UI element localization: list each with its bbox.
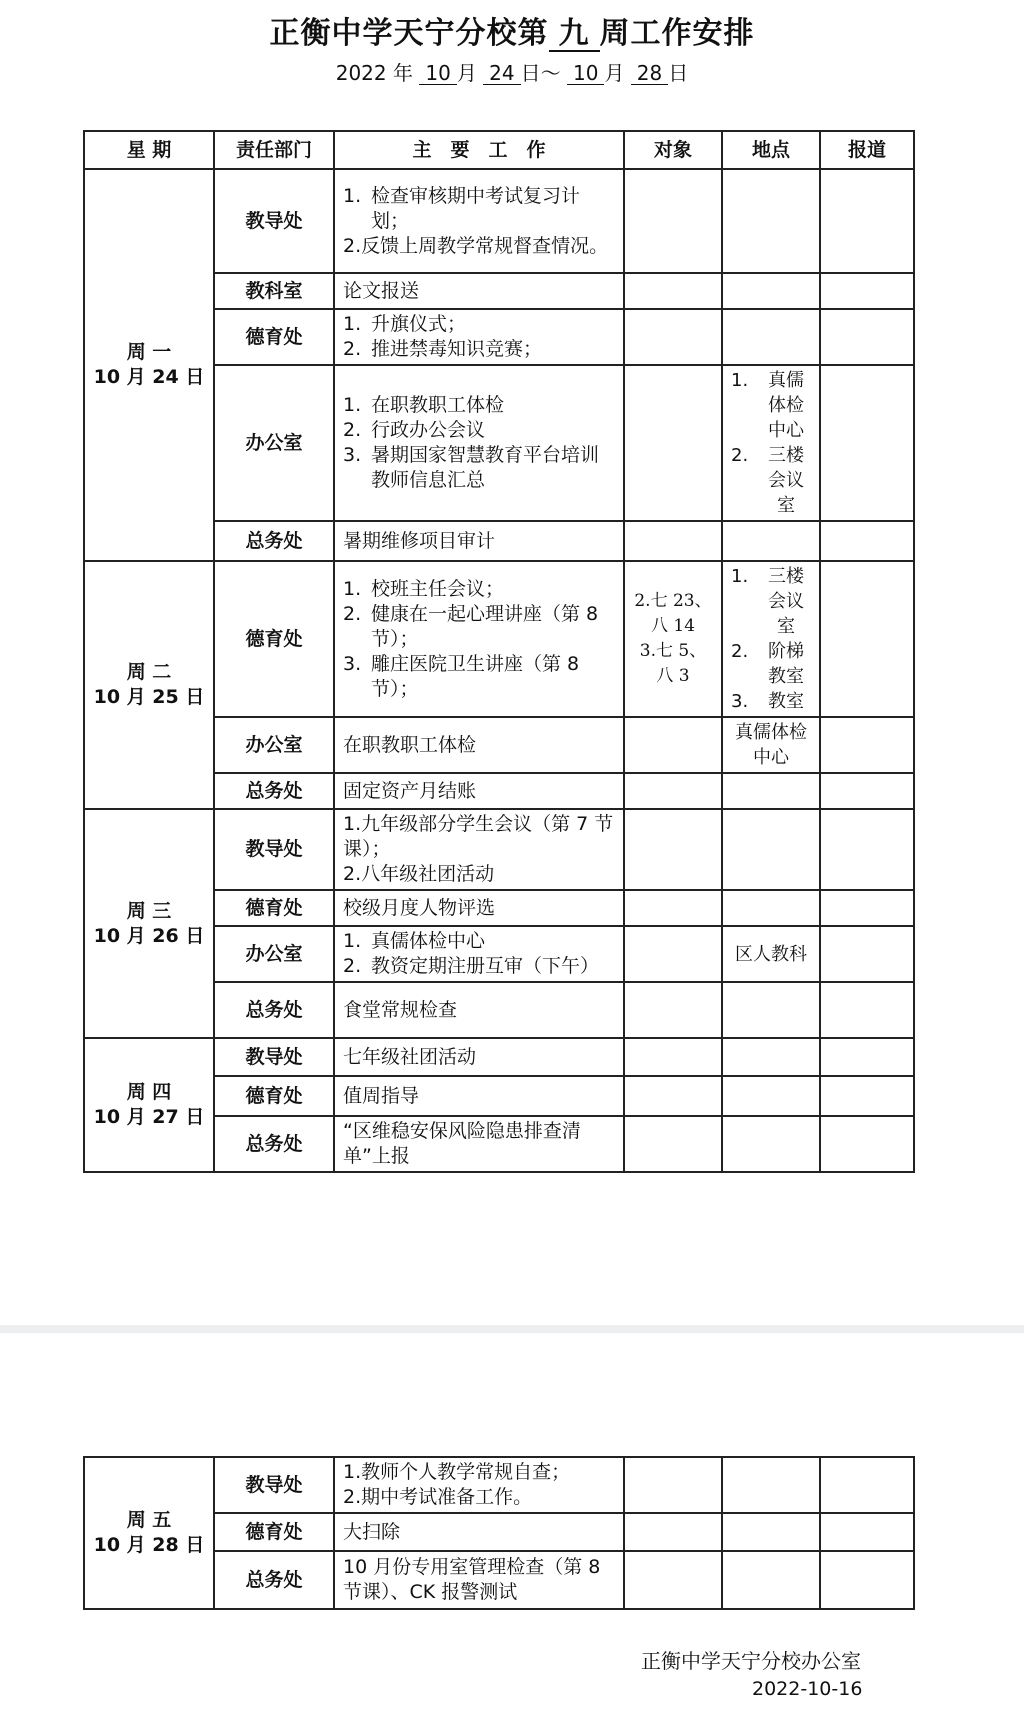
- report-cell: [820, 1551, 914, 1609]
- page-title: [0, 8, 1024, 52]
- dept-cell: 教导处: [214, 169, 334, 273]
- dept-cell: 德育处: [214, 1513, 334, 1551]
- report-cell: [820, 273, 914, 309]
- target-cell: [624, 1076, 722, 1116]
- report-cell: [820, 982, 914, 1038]
- date-range: [0, 57, 1024, 86]
- location-cell: [722, 1551, 820, 1609]
- target-cell: [624, 890, 722, 926]
- task-cell: 10 月份专用室管理检查（第 8 节课）、CK 报警测试: [334, 1551, 624, 1609]
- task-cell: 1. 真儒体检中心 2. 教资定期注册互审（下午）: [334, 926, 624, 982]
- task-cell: 1.教师个人教学常规自查； 2.期中考试准备工作。: [334, 1457, 624, 1513]
- dept-cell: 总务处: [214, 982, 334, 1038]
- dept-cell: 总务处: [214, 521, 334, 561]
- end-day: 28: [631, 62, 668, 85]
- task-cell: [334, 169, 624, 273]
- target-cell: [624, 982, 722, 1038]
- dept-cell: 总务处: [214, 773, 334, 809]
- report-cell: [820, 1513, 914, 1551]
- location-cell: 1. 真儒体检中心 2. 三楼会议室: [722, 365, 820, 521]
- task-cell: 1. 在职教职工体检 2. 行政办公会议 3. 暑期国家智慧教育平台培训教师信息汇总: [334, 365, 624, 521]
- task-cell: 七年级社团活动: [334, 1038, 624, 1076]
- day-label: 日: [668, 61, 689, 85]
- target-cell: [624, 309, 722, 365]
- dept-cell: 教导处: [214, 1038, 334, 1076]
- report-cell: [820, 309, 914, 365]
- location-cell: [722, 1513, 820, 1551]
- day-cell-tuesday: [84, 561, 214, 809]
- start-month: 10: [419, 62, 456, 85]
- day-label: 周 二: [126, 661, 172, 683]
- table-header-row: [84, 131, 914, 169]
- location-cell: [722, 982, 820, 1038]
- location-cell: 1. 三楼会议室 2. 阶梯教室 3. 教室: [722, 561, 820, 717]
- target-cell: [624, 717, 722, 773]
- table-row: [84, 809, 914, 890]
- month-label: 月: [456, 61, 477, 85]
- location-cell: [722, 521, 820, 561]
- range-separator: 日～: [520, 61, 561, 85]
- column-header-day: 星 期: [84, 131, 214, 169]
- location-cell: [722, 890, 820, 926]
- title-prefix: 正衡中学天宁分校第: [269, 16, 549, 51]
- task-cell: 固定资产月结账: [334, 773, 624, 809]
- day-cell-wednesday: [84, 809, 214, 1038]
- day-date: 10 月 26 日: [93, 924, 205, 947]
- task-cell: 1. 升旗仪式； 2. 推进禁毒知识竞赛；: [334, 309, 624, 365]
- task-cell: 论文报送: [334, 273, 624, 309]
- table-row: [84, 169, 914, 273]
- dept-cell: 总务处: [214, 1551, 334, 1609]
- report-cell: [820, 1457, 914, 1513]
- task-cell: 暑期维修项目审计: [334, 521, 624, 561]
- page-break: [0, 1325, 1024, 1333]
- day-label: 周 四: [126, 1081, 172, 1103]
- day-date: 10 月 24 日: [93, 366, 205, 388]
- title-suffix: 周工作安排: [599, 16, 755, 51]
- location-cell: [722, 809, 820, 890]
- day-label: 周 三: [126, 899, 172, 922]
- end-month: 10: [567, 62, 604, 85]
- footer-date: 2022-10-16: [752, 1678, 863, 1700]
- target-cell: 2.七 23、八 14 3.七 5、八 3: [624, 561, 722, 717]
- target-cell: [624, 1116, 722, 1172]
- report-cell: [820, 926, 914, 982]
- day-label: 周 一: [126, 341, 172, 363]
- target-cell: [624, 773, 722, 809]
- day-date: 10 月 28 日: [93, 1534, 205, 1556]
- footer-office: 正衡中学天宁分校办公室: [641, 1649, 861, 1673]
- dept-cell: 办公室: [214, 717, 334, 773]
- table-row: [84, 561, 914, 717]
- day-date: 10 月 25 日: [93, 686, 205, 708]
- date-year: 2022 年: [335, 61, 413, 85]
- location-cell: [722, 1038, 820, 1076]
- report-cell: [820, 561, 914, 717]
- report-cell: [820, 1116, 914, 1172]
- task-cell: 在职教职工体检: [334, 717, 624, 773]
- week-number: 九: [549, 18, 600, 52]
- report-cell: [820, 717, 914, 773]
- day-date: 10 月 27 日: [93, 1106, 205, 1128]
- column-header-report: 报道: [820, 131, 914, 169]
- column-header-task: 主 要 工 作: [334, 131, 624, 169]
- report-cell: [820, 169, 914, 273]
- dept-cell: 教科室: [214, 273, 334, 309]
- target-cell: [624, 1551, 722, 1609]
- dept-cell: 办公室: [214, 926, 334, 982]
- dept-cell: 德育处: [214, 890, 334, 926]
- column-header-dept: 责任部门: [214, 131, 334, 169]
- day-cell-friday: [84, 1457, 214, 1609]
- task-cell: 食堂常规检查: [334, 982, 624, 1038]
- column-header-location: 地点: [722, 131, 820, 169]
- task-cell: 1.九年级部分学生会议（第 7 节课）； 2.八年级社团活动: [334, 809, 624, 890]
- target-cell: [624, 273, 722, 309]
- dept-cell: 德育处: [214, 309, 334, 365]
- location-cell: [722, 309, 820, 365]
- report-cell: [820, 890, 914, 926]
- location-cell: [722, 1116, 820, 1172]
- task-cell: 校级月度人物评选: [334, 890, 624, 926]
- report-cell: [820, 773, 914, 809]
- dept-cell: 教导处: [214, 809, 334, 890]
- target-cell: [624, 1457, 722, 1513]
- report-cell: [820, 1076, 914, 1116]
- task-cell: 大扫除: [334, 1513, 624, 1551]
- report-cell: [820, 365, 914, 521]
- target-cell: [624, 926, 722, 982]
- day-label: 周 五: [126, 1509, 172, 1531]
- month-label: 月: [604, 61, 625, 85]
- target-cell: [624, 169, 722, 273]
- task-item: 2.反馈上周教学常规督查情况。: [343, 234, 609, 257]
- day-cell-monday: [84, 169, 214, 561]
- report-cell: [820, 1038, 914, 1076]
- dept-cell: 总务处: [214, 1116, 334, 1172]
- dept-cell: 德育处: [214, 1076, 334, 1116]
- target-cell: [624, 1513, 722, 1551]
- task-cell: 值周指导: [334, 1076, 624, 1116]
- task-item: 1. 检查审核期中考试复习计划；: [343, 184, 581, 232]
- location-cell: [722, 1457, 820, 1513]
- target-cell: [624, 809, 722, 890]
- day-cell-thursday: [84, 1038, 214, 1172]
- dept-cell: 德育处: [214, 561, 334, 717]
- start-day: 24: [483, 62, 520, 85]
- dept-cell: 教导处: [214, 1457, 334, 1513]
- table-row: [84, 1038, 914, 1076]
- column-header-target: 对象: [624, 131, 722, 169]
- location-cell: [722, 273, 820, 309]
- schedule-table-page-2: [83, 1456, 915, 1610]
- report-cell: [820, 809, 914, 890]
- target-cell: [624, 1038, 722, 1076]
- target-cell: [624, 365, 722, 521]
- task-cell: “区维稳安保风险隐患排查清单”上报: [334, 1116, 624, 1172]
- dept-cell: 办公室: [214, 365, 334, 521]
- schedule-table: [83, 130, 915, 1173]
- location-cell: 真儒体检中心: [722, 717, 820, 773]
- task-cell: 1. 校班主任会议； 2. 健康在一起心理讲座（第 8 节）； 3. 雕庄医院卫生讲座（第 8 节）；: [334, 561, 624, 717]
- location-cell: [722, 1076, 820, 1116]
- report-cell: [820, 521, 914, 561]
- location-cell: [722, 169, 820, 273]
- table-row: [84, 1457, 914, 1513]
- target-cell: [624, 521, 722, 561]
- location-cell: 区人教科: [722, 926, 820, 982]
- location-cell: [722, 773, 820, 809]
